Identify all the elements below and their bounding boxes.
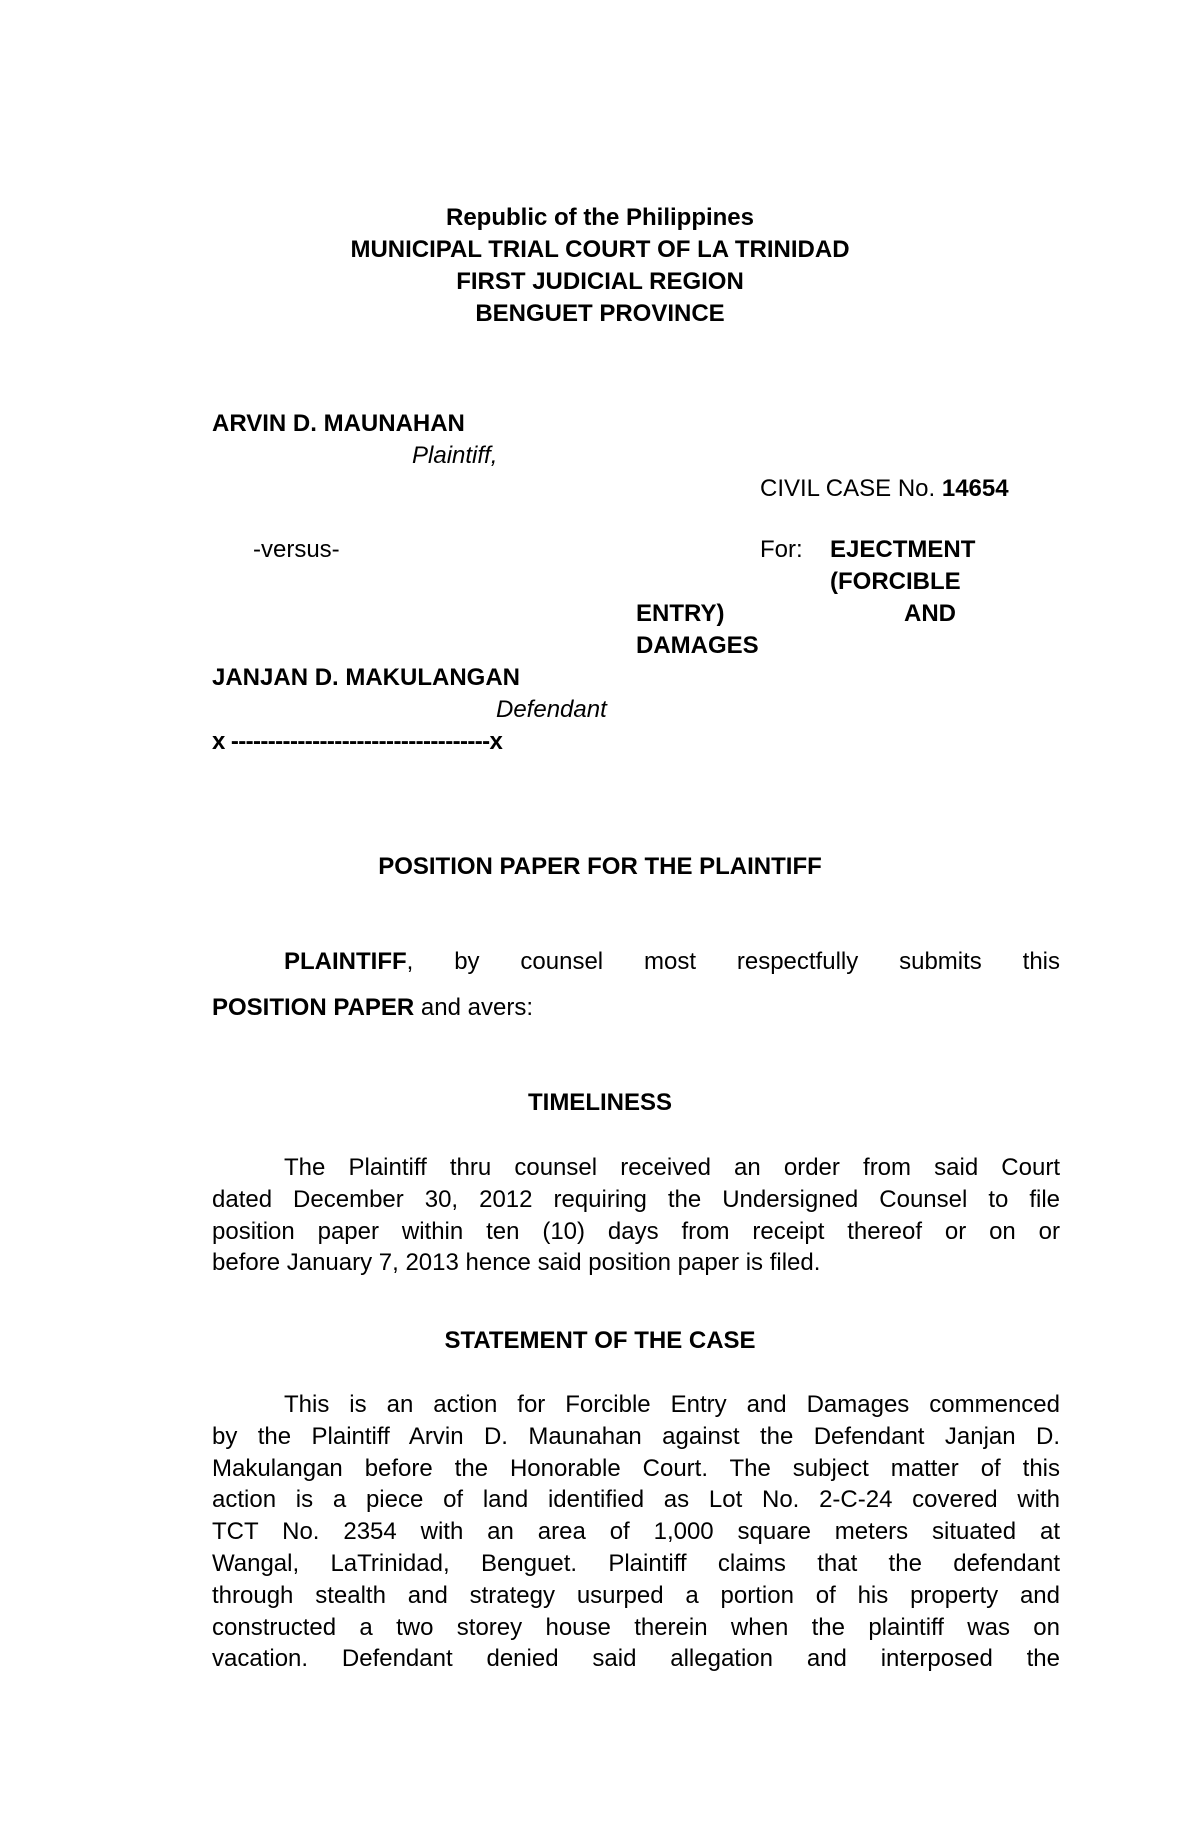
intro-text-2: and avers: [414,994,533,1021]
statement-heading: STATEMENT OF THE CASE [444,1327,756,1354]
intro-position-paper: POSITION PAPER [212,994,415,1021]
statement-line: This is an action for Forcible Entry and Damages commenced [284,1391,1060,1418]
cause-ejectment: EJECTMENT [830,536,976,563]
caption-separator: x -----------------------------------x [212,728,503,755]
header-court: MUNICIPAL TRIAL COURT OF LA TRINIDAD [350,236,850,263]
timeliness-paragraph [212,1152,1060,1279]
timeliness-line: before January 7, 2013 hence said position paper is filed. [212,1249,821,1277]
statement-line: TCT No. 2354 with an area of 1,000 square meters situated at [212,1518,1060,1546]
case-number-value: 14654 [941,475,1009,502]
intro-text-1: , by counsel most respectfully submits this [406,948,1060,975]
versus-label: -versus- [253,536,340,563]
header-republic: Republic of the Philippines [445,204,754,231]
plaintiff-role: Plaintiff, [412,442,498,469]
intro-line-1 [212,946,1060,978]
statement-line: by the Plaintiff Arvin D. Maunahan against the Defendant Janjan D. [212,1422,1060,1450]
statement-line: through stealth and strategy usurped a portion of his property and [212,1581,1060,1609]
statement-line: Makulangan before the Honorable Court. The subject matter of this [212,1454,1060,1482]
statement-line: Wangal, LaTrinidad, Benguet. Plaintiff claims that the defendant [212,1549,1060,1577]
plaintiff-name: ARVIN D. MAUNAHAN [212,410,465,437]
cause-entry: ENTRY) [636,600,725,627]
civil-case-number [760,475,1009,503]
timeliness-heading: TIMELINESS [527,1089,672,1116]
cause-damages: DAMAGES [636,632,759,659]
document-title: POSITION PAPER FOR THE PLAINTIFF [378,853,822,880]
header-region: FIRST JUDICIAL REGION [456,268,744,295]
header-province: BENGUET PROVINCE [475,300,725,327]
statement-line: action is a piece of land identified as Lot No. 2-C-24 covered with [212,1486,1060,1514]
statement-line: vacation. Defendant denied said allegation and interposed the [212,1645,1060,1673]
defendant-name: JANJAN D. MAKULANGAN [212,664,521,691]
cause-forcible: (FORCIBLE [830,568,961,595]
statement-paragraph [212,1389,1060,1675]
intro-plaintiff: PLAINTIFF [284,948,407,975]
defendant-role: Defendant [496,696,607,723]
court-header [0,202,1200,330]
cause-and: AND [904,600,956,627]
timeliness-line: position paper within ten (10) days from receipt thereof or on or [212,1217,1060,1245]
for-label: For: [760,536,803,563]
intro-line-2 [212,994,533,1022]
intro-paragraph [212,946,1060,978]
timeliness-line: dated December 30, 2012 requiring the Undersigned Counsel to file [212,1185,1060,1213]
statement-line: constructed a two storey house therein when the plaintiff was on [212,1613,1060,1641]
civil-case-label: CIVIL CASE No. [760,475,942,502]
timeliness-line: The Plaintiff thru counsel received an order from said Court [284,1154,1060,1181]
